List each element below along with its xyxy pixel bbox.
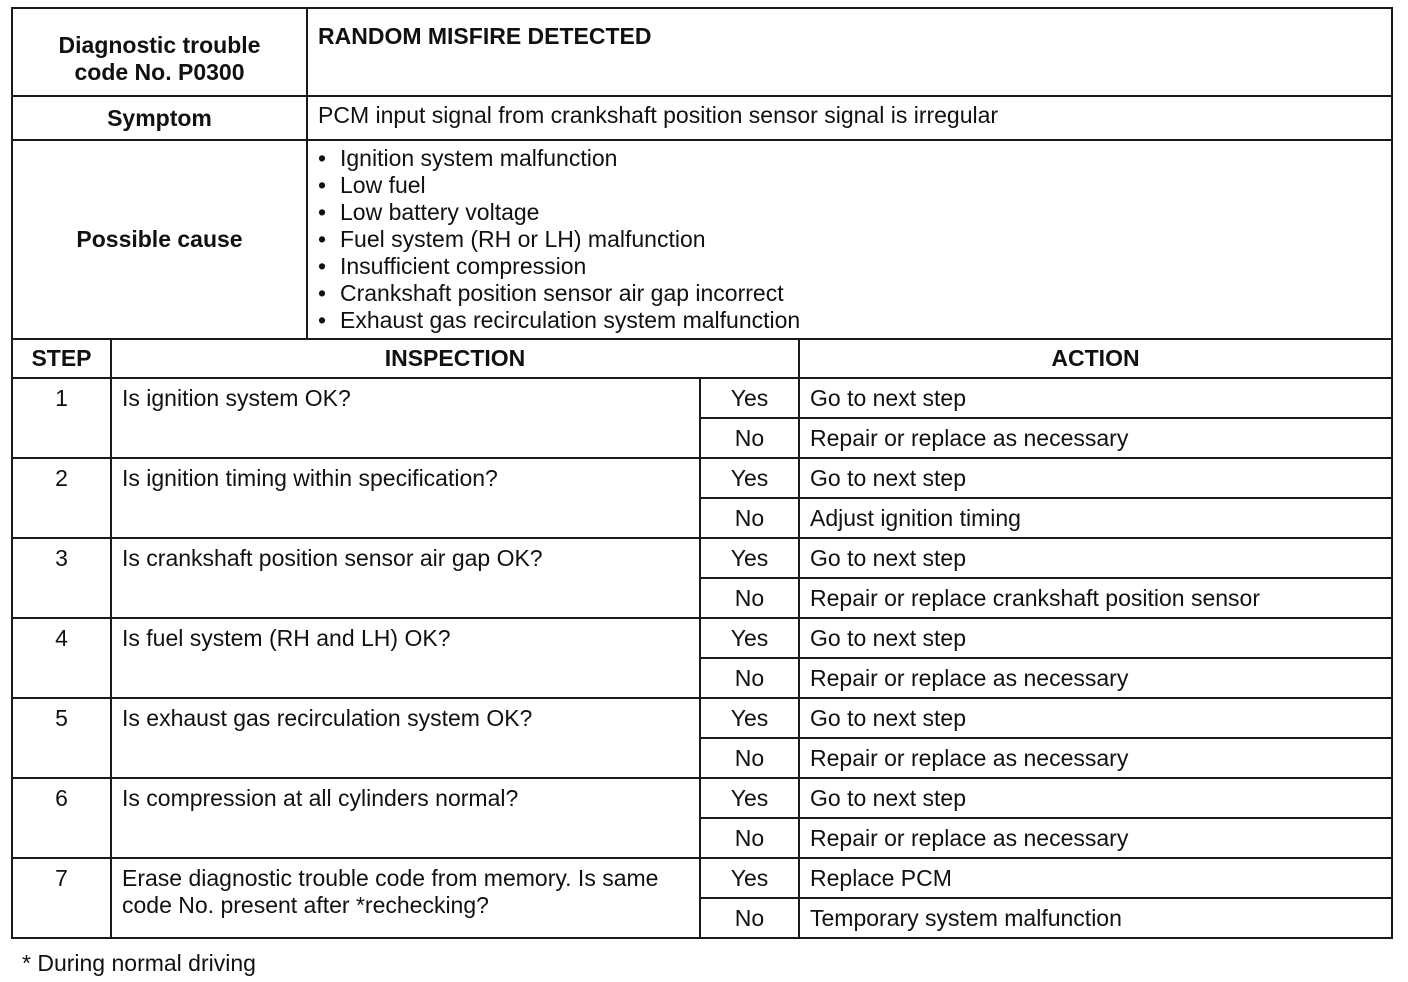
yes-label: Yes — [700, 378, 799, 418]
footnote: * During normal driving — [22, 950, 256, 976]
step-column-header: STEP — [12, 339, 111, 378]
no-label: No — [700, 498, 799, 538]
yes-label: Yes — [700, 458, 799, 498]
yes-action: Go to next step — [799, 538, 1392, 578]
yes-action: Go to next step — [799, 778, 1392, 818]
step-row-yes — [12, 538, 1392, 578]
yes-label: Yes — [700, 858, 799, 898]
step-row-yes — [12, 698, 1392, 738]
step-number: 7 — [12, 858, 111, 938]
step-inspection: Is ignition system OK? — [111, 378, 700, 458]
step-row-yes — [12, 458, 1392, 498]
column-header-row — [12, 339, 1392, 378]
yes-label: Yes — [700, 698, 799, 738]
step-row-yes — [12, 858, 1392, 898]
step-number: 2 — [12, 458, 111, 538]
no-action: Temporary system malfunction — [799, 898, 1392, 938]
yes-action: Go to next step — [799, 378, 1392, 418]
step-number: 4 — [12, 618, 111, 698]
cause-row — [12, 140, 1392, 339]
no-action: Adjust ignition timing — [799, 498, 1392, 538]
no-label: No — [700, 818, 799, 858]
no-action: Repair or replace as necessary — [799, 658, 1392, 698]
no-label: No — [700, 658, 799, 698]
no-label: No — [700, 738, 799, 778]
yes-action: Replace PCM — [799, 858, 1392, 898]
yes-action: Go to next step — [799, 618, 1392, 658]
code-row — [12, 8, 1392, 96]
yes-label: Yes — [700, 618, 799, 658]
symptom-label: Symptom — [12, 96, 307, 140]
inspection-column-header: INSPECTION — [111, 339, 799, 378]
step-inspection: Is fuel system (RH and LH) OK? — [111, 618, 700, 698]
step-inspection: Is compression at all cylinders normal? — [111, 778, 700, 858]
diagnostic-procedure-page — [11, 7, 1391, 939]
symptom-text: PCM input signal from crankshaft position sensor signal is irregular — [307, 96, 1392, 140]
step-inspection: Is exhaust gas recirculation system OK? — [111, 698, 700, 778]
cause-item: • Fuel system (RH or LH) malfunction — [316, 226, 1385, 253]
symptom-row — [12, 96, 1392, 140]
no-label: No — [700, 578, 799, 618]
yes-label: Yes — [700, 538, 799, 578]
step-inspection: Is crankshaft position sensor air gap OK? — [111, 538, 700, 618]
step-inspection: Erase diagnostic trouble code from memory. Is same code No. present after *rechecking? — [111, 858, 700, 938]
no-action: Repair or replace crankshaft position sensor — [799, 578, 1392, 618]
cause-item: • Low fuel — [316, 172, 1385, 199]
diagnostic-table — [11, 7, 1393, 939]
yes-label: Yes — [700, 778, 799, 818]
code-title: RANDOM MISFIRE DETECTED — [307, 8, 1392, 96]
cause-list — [308, 141, 1391, 338]
no-action: Repair or replace as necessary — [799, 418, 1392, 458]
step-row-yes — [12, 778, 1392, 818]
no-label: No — [700, 418, 799, 458]
cause-item: • Insufficient compression — [316, 253, 1385, 280]
step-row-yes — [12, 378, 1392, 418]
cause-item: • Ignition system malfunction — [316, 145, 1385, 172]
step-inspection: Is ignition timing within specification? — [111, 458, 700, 538]
cause-item: • Exhaust gas recirculation system malfunction — [316, 307, 1385, 334]
step-number: 5 — [12, 698, 111, 778]
code-label: Diagnostic trouble code No. P0300 — [12, 8, 307, 96]
yes-action: Go to next step — [799, 698, 1392, 738]
no-label: No — [700, 898, 799, 938]
no-action: Repair or replace as necessary — [799, 738, 1392, 778]
cause-label: Possible cause — [12, 140, 307, 339]
cause-list-cell — [307, 140, 1392, 339]
step-number: 6 — [12, 778, 111, 858]
cause-item: • Low battery voltage — [316, 199, 1385, 226]
step-number: 3 — [12, 538, 111, 618]
no-action: Repair or replace as necessary — [799, 818, 1392, 858]
cause-item: • Crankshaft position sensor air gap incorrect — [316, 280, 1385, 307]
step-number: 1 — [12, 378, 111, 458]
step-row-yes — [12, 618, 1392, 658]
action-column-header: ACTION — [799, 339, 1392, 378]
yes-action: Go to next step — [799, 458, 1392, 498]
